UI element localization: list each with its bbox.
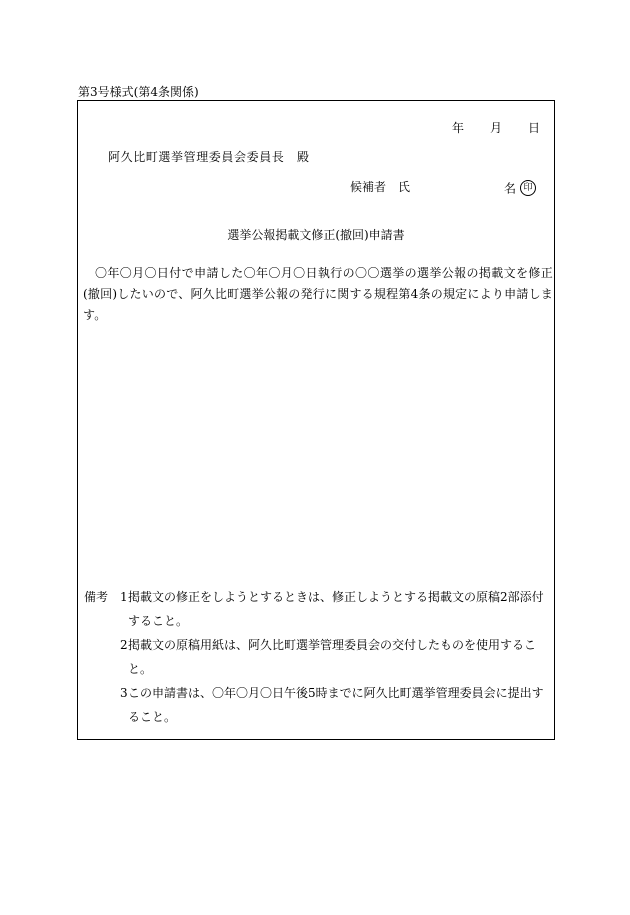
note-item <box>84 681 550 729</box>
note-number: 1 <box>120 590 128 604</box>
month-label: 月 <box>489 121 502 135</box>
note-text: 掲載文の原稿用紙は、阿久比町選挙管理委員会の交付したものを使用すること。 <box>128 638 537 676</box>
document-title: 選挙公報掲載文修正(撤回)申請書 <box>227 228 405 242</box>
notes-heading: 備考 <box>84 590 109 604</box>
note-number: 2 <box>120 638 128 652</box>
notes-section <box>84 585 550 729</box>
note-text: この申請書は、〇年〇月〇日午後5時までに阿久比町選挙管理委員会に提出すること。 <box>128 686 544 724</box>
note-item <box>84 585 550 633</box>
note-text: 掲載文の修正をしようとするときは、修正しようとする掲載文の原稿2部添付すること。 <box>128 590 544 628</box>
seal-icon: 印 <box>520 180 536 196</box>
note-number: 3 <box>120 686 128 700</box>
year-label: 年 <box>451 121 464 135</box>
addressee: 阿久比町選挙管理委員会委員長 殿 <box>108 150 310 164</box>
application-form-frame <box>77 100 555 740</box>
name-label: 名 <box>504 181 517 196</box>
date-row <box>452 122 540 134</box>
note-item <box>84 633 550 681</box>
day-label: 日 <box>527 121 540 135</box>
candidate-name-suffix <box>504 181 536 197</box>
form-number: 第3号様式(第4条関係) <box>78 85 199 99</box>
candidate-name-label: 候補者 氏 <box>350 180 411 194</box>
application-body-text: 〇年〇月〇日付で申請した〇年〇月〇日執行の〇〇選挙の選挙公報の掲載文を修正(撤回)したいので、阿久比町選挙公報の発行に関する規程第4条の規定により申請します。 <box>83 266 553 322</box>
